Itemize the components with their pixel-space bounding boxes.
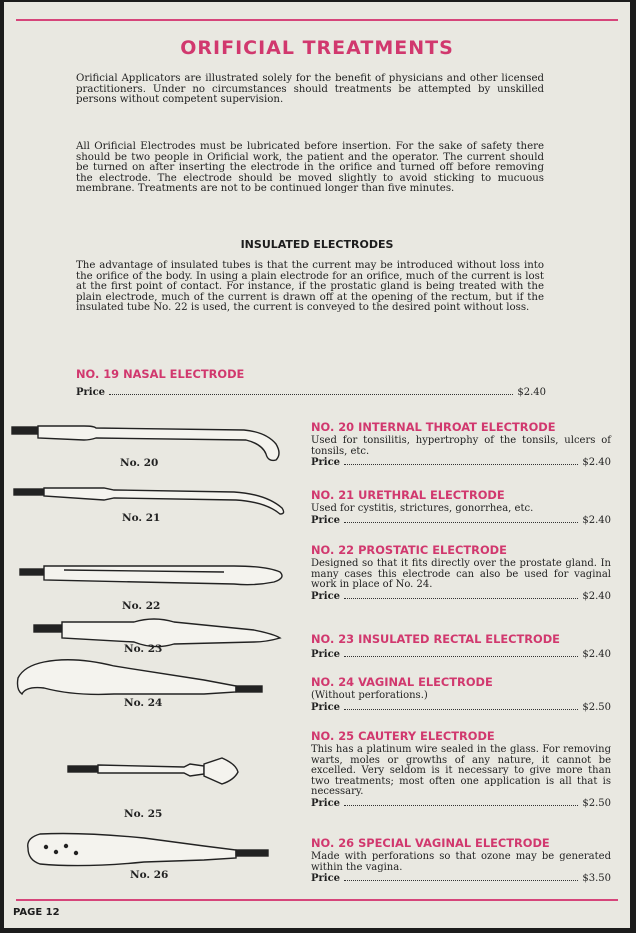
price-value: $2.40 bbox=[517, 387, 546, 398]
product-description: (Without perforations.) bbox=[311, 690, 428, 701]
urethral-electrode-illustration bbox=[14, 488, 284, 514]
product-heading: NO. 22 PROSTATIC ELECTRODE bbox=[311, 543, 507, 557]
special-vaginal-electrode-illustration bbox=[28, 834, 268, 866]
product-heading: NO. 25 CAUTERY ELECTRODE bbox=[311, 729, 495, 743]
figure-label: No. 25 bbox=[124, 808, 163, 820]
product-description: This has a platinum wire sealed in the glass. For removing warts, moles or growths of any nature, it cannot be excelled. Very seldom is it necessary to give more than two treatments; most often one application is all that is necessary. bbox=[311, 744, 611, 797]
cautery-electrode-illustration bbox=[68, 758, 238, 784]
price-value: $2.40 bbox=[582, 514, 611, 526]
throat-electrode-illustration bbox=[12, 426, 279, 460]
price-label: Price bbox=[76, 387, 106, 398]
product-heading: NO. 23 INSULATED RECTAL ELECTRODE bbox=[311, 632, 560, 646]
page-number: PAGE 12 bbox=[13, 907, 60, 918]
figure-label: No. 21 bbox=[122, 512, 161, 524]
prostatic-electrode-illustration bbox=[20, 566, 282, 585]
price-label: Price bbox=[311, 590, 341, 602]
product-heading: NO. 21 URETHRAL ELECTRODE bbox=[311, 488, 505, 502]
figure-label: No. 23 bbox=[124, 643, 163, 655]
page-title: ORIFICIAL TREATMENTS bbox=[180, 37, 454, 59]
insulated-paragraph: The advantage of insulated tubes is that the current may be introduced without loss into the orifice of the body. In using a plain electrode for an orifice, much of the current is lost at the first point of contact. For instance, if the prostatic gland is being treated with the plain electrode, much of the current is drawn off at the opening of the rectum, but if the insulated tube No. 22 is used, the current is conveyed to the desired point without loss. bbox=[76, 260, 544, 314]
catalog-page bbox=[4, 2, 630, 928]
price-label: Price bbox=[311, 873, 341, 884]
price-label: Price bbox=[311, 649, 341, 660]
figure-label: No. 20 bbox=[120, 457, 159, 469]
product-heading: NO. 26 SPECIAL VAGINAL ELECTRODE bbox=[311, 836, 550, 850]
section-heading: INSULATED ELECTRODES bbox=[240, 238, 394, 251]
bottom-rule bbox=[16, 899, 618, 901]
vaginal-electrode-illustration bbox=[18, 660, 263, 695]
product-heading: NO. 20 INTERNAL THROAT ELECTRODE bbox=[311, 420, 556, 434]
product-description: Used for cystitis, strictures, gonorrhea, etc. bbox=[311, 503, 534, 514]
price-label: Price bbox=[311, 457, 341, 468]
price-value: $2.50 bbox=[582, 797, 611, 809]
figure-label: No. 24 bbox=[124, 697, 163, 709]
price-label: Price bbox=[311, 514, 341, 526]
product-description: Made with perforations so that ozone may be generated within the vagina. bbox=[311, 851, 611, 873]
electrode-illustrations bbox=[4, 2, 630, 928]
product-description: Used for tonsilitis, hypertrophy of the tonsils, ulcers of tonsils, etc. bbox=[311, 435, 611, 457]
price-value: $3.50 bbox=[582, 873, 611, 884]
figure-label: No. 22 bbox=[122, 600, 161, 612]
nasal-electrode-heading: NO. 19 NASAL ELECTRODE bbox=[76, 367, 245, 381]
price-value: $2.40 bbox=[582, 590, 611, 602]
product-description: Designed so that it fits directly over the prostate gland. In many cases this electrode can also be used for vaginal work in place of No. 24. bbox=[311, 558, 611, 590]
price-value: $2.40 bbox=[582, 457, 611, 468]
price-label: Price bbox=[311, 797, 341, 809]
price-value: $2.40 bbox=[582, 649, 611, 660]
price-value: $2.50 bbox=[582, 701, 611, 713]
intro-paragraph: Orificial Applicators are illustrated solely for the benefit of physicians and other licensed practitioners. Under no circumstances should treatments be attempted by unskilled persons without competent supervision. bbox=[76, 73, 544, 106]
price-label: Price bbox=[311, 701, 341, 713]
product-heading: NO. 24 VAGINAL ELECTRODE bbox=[311, 675, 493, 689]
figure-label: No. 26 bbox=[130, 869, 169, 881]
safety-paragraph: All Orificial Electrodes must be lubricated before insertion. For the sake of safety there should be two people in Orificial work, the patient and the operator. The current should be turned on after inserting the electrode in the orifice and turned off before removing the electrode. The electrode should be moved slightly to avoid sticking to mucuous membrane. Treatments are not to be continued longer than five minutes. bbox=[76, 141, 544, 195]
